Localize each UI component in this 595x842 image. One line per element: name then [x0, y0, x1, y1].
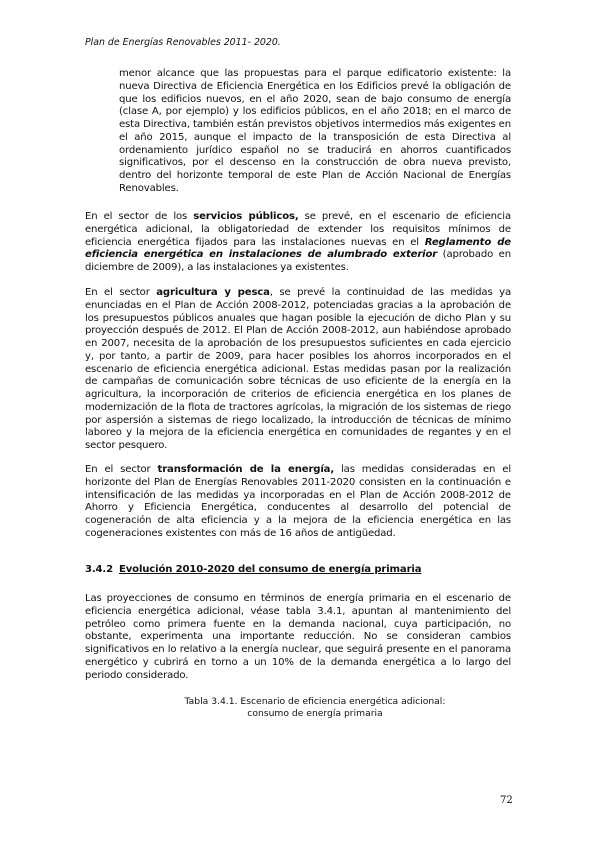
section-number: 3.4.2 — [85, 564, 113, 575]
italic-regulation-title: Reglamento de eficiencia energética en instalaciones de alumbrado exterior — [85, 236, 511, 261]
bold-term-energy-transformation: transformación de la energía, — [157, 464, 335, 475]
running-header: Plan de Energías Renovables 2011- 2020. — [85, 37, 281, 48]
paragraph-buildings-directive: menor alcance que las propuestas para el parque edificatorio existente: la nueva Directiva de Eficiencia Energética en los Edificios prevé la obligación de que los edificios nuevos, en el año 2020, sean de bajo consumo de energía (clase A, por ejemplo) y los edificios públicos, en el año 2018; en el marco de esta Directiva, también están previstos objetivos intermedios más exigentes en el año 2015, aunque el impacto de la transposición de esta Directiva al ordenamiento jurídico español no se traducirá en ahorros cuantificados significativos, por el descenso en la construcción de obra nueva previsto, dentro del horizonte temporal de este Plan de Acción Nacional de Energías Renovables. — [119, 68, 511, 194]
bold-term-public-services: servicios públicos, — [193, 211, 299, 222]
caption-line-1: Tabla 3.4.1. Escenario de eficiencia energética adicional: — [184, 696, 446, 707]
paragraph-public-services — [85, 211, 511, 275]
paragraph-primary-energy-projection: Las proyecciones de consumo en términos de energía primaria en el escenario de eficiencia energética adicional, véase tabla 3.4.1, apuntan al mantenimiento del petróleo como primera fuente en la demanda nacional, cuya participación, no obstante, experimenta una importante reducción. No se consideran cambios significativos en lo relativo a la energía nuclear, que seguirá presente en el panorama energético y cubrirá en torno a un 10% de la demanda energética a lo largo del periodo considerado. — [85, 593, 511, 681]
text-run: En el sector de los — [85, 211, 194, 222]
text-run: se prevé, en el escenario de eficiencia energética adicional, la obligatoriedad de extender los requisitos mínimos de eficiencia energética fijados para las instalaciones nuevas en el — [85, 211, 511, 248]
text-run: (aprobado en diciembre de 2009), a las instalaciones ya existentes. — [85, 249, 511, 273]
paragraph-agriculture-fishing — [85, 287, 511, 453]
text-run: las medidas consideradas en el horizonte del Plan de Energías Renovables 2011-2020 consisten en la continuación e intensificación de las medidas ya incorporadas en el Plan de Acción 2008-2012 de Ahorro y Eficiencia Energética, conducentes al desarrollo del potencial de cogeneración de alta eficiencia y a la mejora de la eficiencia energética en las cogeneraciones existentes con más de 16 años de antigüedad. — [85, 464, 511, 539]
caption-line-2: consumo de energía primaria — [247, 708, 383, 719]
text-run: En el sector — [85, 287, 157, 298]
text-run: , se prevé la continuidad de las medidas ya enunciadas en el Plan de Acción 2008-2012, potenciadas gracias a la aprobación de los presupuestos públicos anuales que hagan posible la ejecución de dicho Plan y su proyección después de 2012. El Plan de Acción 2008-2012, aun habiéndose aprobado en 2007, necesita de la aprobación de los presupuestos suficientes en cada ejercicio y, por tanto, a partir de 2009, para hacer posibles los ahorros incorporados en el escenario de eficiencia energética adicional. Estas medidas pasan por la realización de campañas de comunicación sobre técnicas de uso eficiente de la energía en la agricultura, la incorporación de criterios de eficiencia energética en los planes de modernización de la flota de tractores agrícolas, la migración de los sistemas de riego por aspersión a sistemas de riego localizado, la introducción de técnicas de mínimo laboreo y la mejora de la eficiencia energética en comunidades de regantes y en el sector pesquero. — [85, 287, 511, 451]
text-run: En el sector — [85, 464, 158, 475]
page-number: 72 — [500, 795, 513, 806]
bold-term-agriculture: agricultura y pesca — [156, 287, 270, 298]
section-heading — [85, 564, 421, 575]
paragraph-energy-transformation — [85, 464, 511, 541]
table-caption — [150, 696, 480, 720]
section-title: Evolución 2010-2020 del consumo de energía primaria — [119, 564, 422, 575]
